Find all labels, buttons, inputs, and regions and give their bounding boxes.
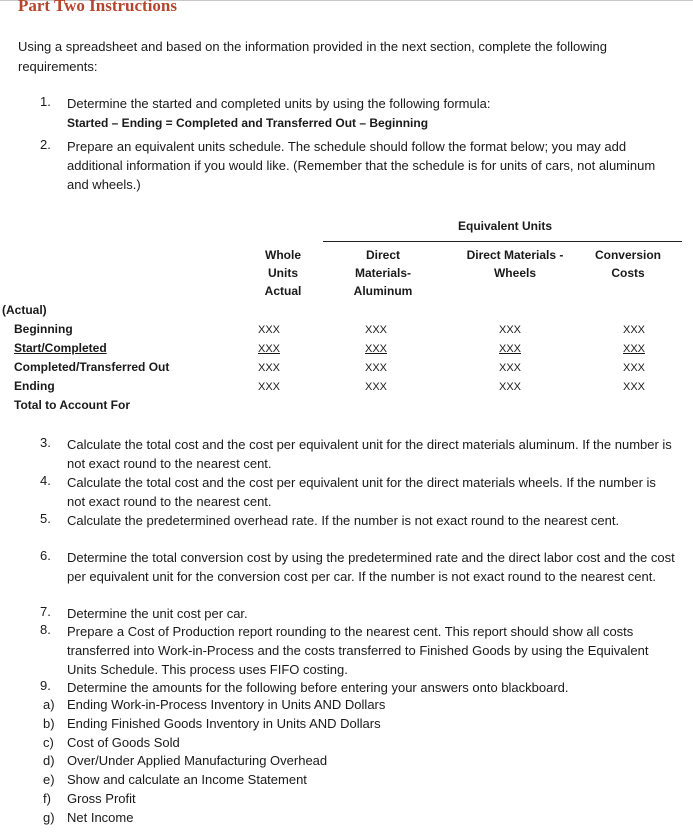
equivalent-units-header: Equivalent Units [457,219,552,233]
subitem-letter: f) [43,791,51,806]
cell-value: XXX [499,381,522,393]
subitem-text: Over/Under Applied Manufacturing Overhead [67,753,328,768]
step-text: Determine the total conversion cost by using the predetermined rate and the direct labor cost and the cost per equivalent unit for the conversion cost per car. If the number is not exact round to the nearest cent. [67,550,675,584]
subitem-text: Show and calculate an Income Statement [67,772,307,787]
step-number: 2. [40,137,51,152]
intro-paragraph: Using a spreadsheet and based on the information provided in the next section, complete the following requirements: [18,39,607,74]
cell-value: XXX [365,362,388,374]
cell-value: XXX [499,324,522,336]
cell-value: XXX [365,324,388,336]
cell-value: XXX [365,381,388,393]
cell-value: XXX [499,343,522,355]
subitem-letter: g) [43,810,55,825]
column-header-whole-units: Whole Units Actual [264,248,302,298]
step-text: Determine the amounts for the following before entering your answers onto blackboard. [67,680,569,695]
page-title: Part Two Instructions [18,0,177,15]
step-text: Calculate the predetermined overhead rate. If the number is not exact round to the nearest cent. [67,513,620,528]
row-label-transferred-out: Completed/Transferred Out [14,360,170,374]
cell-value: XXX [623,362,646,374]
subitem-text: Ending Work-in-Process Inventory in Units AND Dollars [67,697,386,712]
actual-label: (Actual) [2,303,47,317]
subitem-text: Gross Profit [67,791,136,806]
step-number: 3. [40,435,51,450]
step-number: 9. [40,678,51,693]
cell-value: XXX [365,343,388,355]
subitem-letter: e) [43,772,55,787]
step-number: 1. [40,94,51,109]
step-text: Calculate the total cost and the cost per equivalent unit for the direct materials wheels. If the number is not exact round to the nearest cent. [67,475,656,509]
step-text: Prepare an equivalent units schedule. The schedule should follow the format below; you may add additional information if you would like. (Remember that the schedule is for units of cars, not aluminum and wheels.) [67,139,656,192]
row-label-total: Total to Account For [14,398,130,412]
step-number: 7. [40,604,51,619]
step-text: Determine the unit cost per car. [67,606,248,621]
cell-value: XXX [623,324,646,336]
formula: Started – Ending = Completed and Transferred Out – Beginning [67,116,429,130]
row-label-ending: Ending [14,379,55,393]
subitem-text: Ending Finished Goods Inventory in Units AND Dollars [67,716,381,731]
step-number: 4. [40,473,51,488]
column-header-wheels: Direct Materials - Wheels [466,248,564,280]
cell-value: XXX [258,381,281,393]
step-number: 5. [40,511,51,526]
header-underline [323,241,682,242]
cell-value: XXX [258,324,281,336]
column-header-aluminum: Direct Materials-Aluminum [353,248,413,298]
subitem-letter: d) [43,753,55,768]
step-text: Prepare a Cost of Production report rounding to the nearest cent. This report should show all costs transferred into Work-in-Process and the costs transferred to Finished Goods by using the Equivalent Units Schedule. This process uses FIFO costing. [67,624,649,677]
subitem-letter: a) [43,697,55,712]
row-label-start-completed: Start/Completed [14,341,107,355]
subitem-text: Cost of Goods Sold [67,735,180,750]
cell-value: XXX [499,362,522,374]
step-number: 6. [40,548,51,563]
subitem-text: Net Income [67,810,134,825]
cell-value: XXX [623,343,646,355]
column-header-conversion: Conversion Costs [594,248,661,280]
subitem-letter: b) [43,716,55,731]
step-number: 8. [40,622,51,637]
cell-value: XXX [258,362,281,374]
subitem-letter: c) [43,735,54,750]
row-label-beginning: Beginning [14,322,73,336]
cell-value: XXX [623,381,646,393]
cell-value: XXX [258,343,281,355]
step-text: Calculate the total cost and the cost per equivalent unit for the direct materials aluminum. If the number is not exact round to the nearest cent. [67,437,672,471]
step-text: Determine the started and completed units by using the following formula: [67,96,491,111]
